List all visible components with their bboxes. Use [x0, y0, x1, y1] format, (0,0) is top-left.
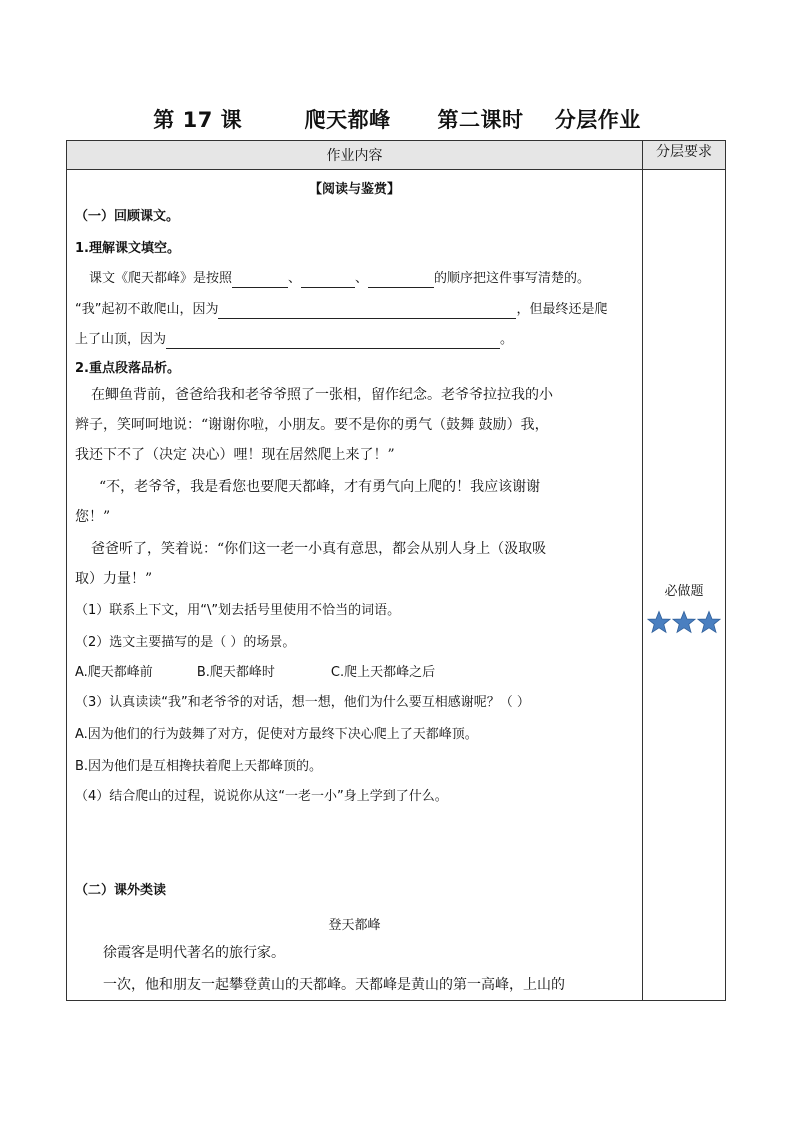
option-b: B.爬天都峰时 [196, 665, 275, 680]
sub-question-3-option-b: B.因为他们是互相搀扶着爬上天都峰顶的。 [75, 759, 323, 774]
q1-line3: 上了山顶，因为 。 [75, 332, 514, 347]
part1-title: （一）回顾课文。 [75, 209, 180, 224]
story-title: 登天都峰 [328, 918, 381, 933]
requirement-cell [643, 170, 726, 1001]
star-icon [697, 610, 721, 634]
content-cell [67, 170, 643, 1001]
passage-line: 在鲫鱼背前，爸爸给我和老爷爷照了一张相，留作纪念。老爷爷拉拉我的小 [91, 387, 553, 403]
requirement-label: 必做题 [664, 584, 704, 599]
passage-line: 爸爸听了，笑着说：“你们这一老一小真有意思，都会从别人身上（汲取吸 [91, 541, 547, 557]
story-line: 徐霞客是明代著名的旅行家。 [103, 945, 285, 961]
q1-line1: 课文《爬天都峰》是按照 、 、 的顺序把这件事写清楚的。 [89, 271, 591, 286]
star-icon [647, 610, 671, 634]
sub-question-2-options [75, 664, 435, 682]
sub-question-3: （3）认真读读“我”和老爷爷的对话，想一想，他们为什么要互相感谢呢？（ ） [75, 695, 530, 710]
q2-title: 2.重点段落品析。 [75, 361, 180, 376]
passage-line: 取）力量！” [75, 571, 153, 587]
passage-line: 您！” [75, 509, 111, 525]
sub-question-1: （1）联系上下文，用“\”划去括号里使用不恰当的词语。 [75, 603, 401, 618]
header-content: 作业内容 [67, 141, 643, 170]
header-requirement: 分层要求 [643, 141, 726, 170]
option-c: C.爬上天都峰之后 [330, 665, 436, 680]
star-icon [672, 610, 696, 634]
difficulty-stars [647, 610, 721, 634]
part2-title: （二）课外类读 [75, 883, 167, 898]
sub-question-3-option-a: A.因为他们的行为鼓舞了对方，促使对方最终下决心爬上了天都峰顶。 [75, 727, 478, 742]
option-a: A.爬天都峰前 [75, 665, 153, 680]
passage-line: 我还下不了（决定 决心）哩！现在居然爬上来了！” [75, 447, 395, 463]
passage-line: 辫子，笑呵呵地说：“谢谢你啦，小朋友。要不是你的勇气（鼓舞 鼓励）我， [75, 417, 549, 433]
sub-question-2: （2）选文主要描写的是（ ）的场景。 [75, 635, 296, 650]
q1-line2: “我”起初不敢爬山，因为 ，但最终还是爬 [75, 302, 608, 317]
homework-table [66, 140, 726, 1001]
sub-question-4: （4）结合爬山的过程，说说你从这“一老一小”身上学到了什么。 [75, 789, 448, 804]
passage-line: “不，老爷爷，我是看您也要爬天都峰，才有勇气向上爬的！我应该谢谢 [99, 479, 541, 495]
story-line: 一次，他和朋友一起攀登黄山的天都峰。天都峰是黄山的第一高峰，上山的 [103, 977, 565, 993]
q1-title: 1.理解课文填空。 [75, 241, 180, 256]
section-header: 【阅读与鉴赏】 [308, 182, 400, 197]
page-title: 第 17 课 爬天都峰 第二课时 分层作业 [153, 108, 641, 132]
